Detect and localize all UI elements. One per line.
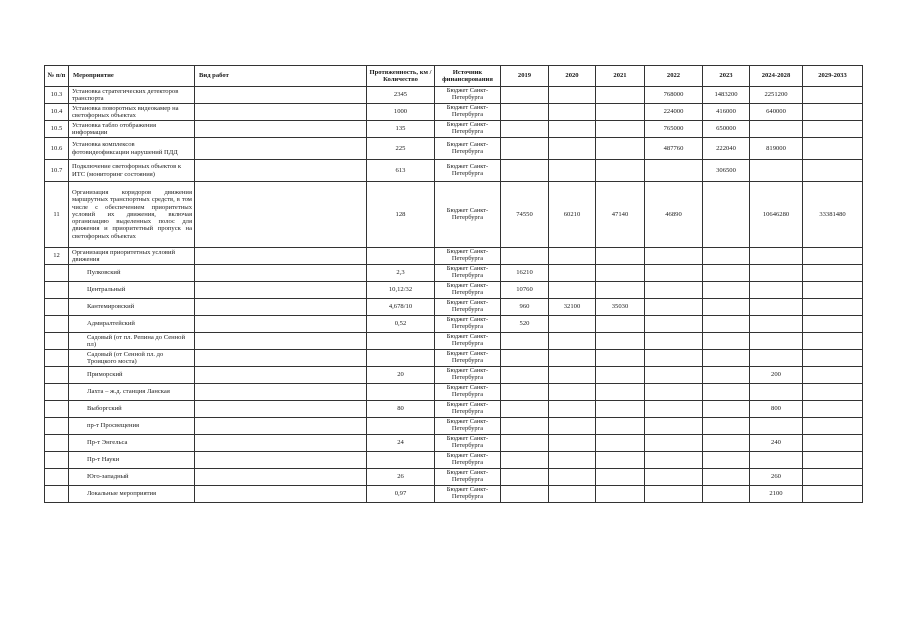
row-2021 (596, 160, 645, 182)
row-2020 (549, 87, 596, 104)
row-measure: Выборгский (69, 401, 195, 418)
row-2029-2033 (803, 104, 863, 121)
row-2024-2028: 260 (750, 469, 803, 486)
row-2023: 222040 (703, 138, 750, 160)
row-2019: 520 (501, 316, 549, 333)
row-2019 (501, 138, 549, 160)
row-length: 0,97 (367, 486, 435, 503)
row-source: Бюджет Санкт-Петербурга (435, 87, 501, 104)
row-length (367, 384, 435, 401)
row-2020: 60210 (549, 182, 596, 248)
row-2024-2028: 2251200 (750, 87, 803, 104)
row-2022 (645, 316, 703, 333)
row-length: 24 (367, 435, 435, 452)
row-measure: Садовый (от пл. Репина до Сенной пл) (69, 333, 195, 350)
row-2022: 765000 (645, 121, 703, 138)
financing-table (44, 65, 863, 503)
row-work-type (195, 182, 367, 248)
row-source: Бюджет Санкт-Петербурга (435, 367, 501, 384)
row-2023 (703, 265, 750, 282)
row-2023: 650000 (703, 121, 750, 138)
row-2019 (501, 469, 549, 486)
row-2024-2028 (750, 160, 803, 182)
row-2019 (501, 121, 549, 138)
row-measure: Юго-западный (69, 469, 195, 486)
row-measure: Организация приоритетных условий движения (69, 248, 195, 265)
row-source: Бюджет Санкт-Петербурга (435, 418, 501, 435)
row-num (45, 469, 69, 486)
row-source: Бюджет Санкт-Петербурга (435, 401, 501, 418)
row-work-type (195, 486, 367, 503)
row-2024-2028 (750, 384, 803, 401)
row-2024-2028 (750, 248, 803, 265)
row-length (367, 452, 435, 469)
row-length: 80 (367, 401, 435, 418)
row-num: 12 (45, 248, 69, 265)
row-2022 (645, 384, 703, 401)
row-2029-2033 (803, 333, 863, 350)
header-2029-2033: 2029-2033 (803, 66, 863, 87)
row-work-type (195, 87, 367, 104)
row-2024-2028: 10646280 (750, 182, 803, 248)
row-2021 (596, 435, 645, 452)
table-row (45, 138, 863, 160)
row-2029-2033 (803, 401, 863, 418)
table-row (45, 418, 863, 435)
row-2023 (703, 333, 750, 350)
row-2019 (501, 104, 549, 121)
row-2021 (596, 121, 645, 138)
row-length: 2345 (367, 87, 435, 104)
row-source: Бюджет Санкт-Петербурга (435, 248, 501, 265)
row-measure: Адмиралтейский (69, 316, 195, 333)
row-measure: Организация коридоров движения маршрутных транспортных средств, в том числе с обеспечением приоритетных условий их движения, включая организацию выделенных полос для движения и приоритетный пропуск на светофорных объектах (69, 182, 195, 248)
row-2029-2033 (803, 248, 863, 265)
header-length: Протяженность, км / Количество (367, 66, 435, 87)
row-2023: 416000 (703, 104, 750, 121)
row-2020 (549, 486, 596, 503)
row-source: Бюджет Санкт-Петербурга (435, 350, 501, 367)
row-2022 (645, 435, 703, 452)
row-2024-2028 (750, 333, 803, 350)
row-2019 (501, 87, 549, 104)
row-source: Бюджет Санкт-Петербурга (435, 138, 501, 160)
row-2023 (703, 282, 750, 299)
row-2020 (549, 138, 596, 160)
row-2021 (596, 282, 645, 299)
row-num (45, 367, 69, 384)
row-2020 (549, 104, 596, 121)
row-work-type (195, 435, 367, 452)
row-2023 (703, 418, 750, 435)
row-length: 225 (367, 138, 435, 160)
table-row (45, 248, 863, 265)
row-2020 (549, 469, 596, 486)
row-2023: 306500 (703, 160, 750, 182)
row-2029-2033 (803, 435, 863, 452)
row-2020 (549, 435, 596, 452)
row-2029-2033 (803, 384, 863, 401)
table-row (45, 333, 863, 350)
row-2020 (549, 350, 596, 367)
row-2019 (501, 486, 549, 503)
row-2022 (645, 418, 703, 435)
row-2023 (703, 401, 750, 418)
row-work-type (195, 469, 367, 486)
row-2022 (645, 367, 703, 384)
row-2021 (596, 384, 645, 401)
row-length (367, 418, 435, 435)
row-work-type (195, 333, 367, 350)
row-2024-2028: 240 (750, 435, 803, 452)
row-2022 (645, 486, 703, 503)
row-num (45, 452, 69, 469)
table-row (45, 469, 863, 486)
row-2029-2033 (803, 87, 863, 104)
row-num (45, 282, 69, 299)
row-2020 (549, 121, 596, 138)
row-2022 (645, 160, 703, 182)
row-work-type (195, 160, 367, 182)
row-measure: Центральный (69, 282, 195, 299)
table-row (45, 401, 863, 418)
row-2019 (501, 248, 549, 265)
header-work-type: Вид работ (195, 66, 367, 87)
row-work-type (195, 401, 367, 418)
row-2021 (596, 350, 645, 367)
header-2022: 2022 (645, 66, 703, 87)
row-num: 10.7 (45, 160, 69, 182)
row-work-type (195, 138, 367, 160)
row-2022 (645, 248, 703, 265)
row-2019: 10760 (501, 282, 549, 299)
row-length: 128 (367, 182, 435, 248)
row-2029-2033 (803, 367, 863, 384)
row-num (45, 418, 69, 435)
row-2021 (596, 418, 645, 435)
row-length: 613 (367, 160, 435, 182)
row-source: Бюджет Санкт-Петербурга (435, 299, 501, 316)
row-2020 (549, 333, 596, 350)
row-2019 (501, 160, 549, 182)
row-2022 (645, 265, 703, 282)
row-2021: 47140 (596, 182, 645, 248)
row-measure: Подключение светофорных объектов к ИТС (мониторинг состояния) (69, 160, 195, 182)
row-num (45, 435, 69, 452)
row-2019: 16210 (501, 265, 549, 282)
row-2023 (703, 182, 750, 248)
header-2023: 2023 (703, 66, 750, 87)
table-body (45, 87, 863, 503)
table-row (45, 182, 863, 248)
row-measure: Установка стратегических детекторов транспорта (69, 87, 195, 104)
row-2019: 74550 (501, 182, 549, 248)
row-length: 20 (367, 367, 435, 384)
row-work-type (195, 350, 367, 367)
row-2019 (501, 435, 549, 452)
row-2029-2033 (803, 486, 863, 503)
row-measure: Пулковский (69, 265, 195, 282)
row-length (367, 333, 435, 350)
table-row (45, 316, 863, 333)
header-2021: 2021 (596, 66, 645, 87)
row-2024-2028 (750, 452, 803, 469)
row-length: 2,3 (367, 265, 435, 282)
row-2021 (596, 469, 645, 486)
table-row (45, 350, 863, 367)
row-length: 10,12/32 (367, 282, 435, 299)
row-2019 (501, 367, 549, 384)
row-source: Бюджет Санкт-Петербурга (435, 160, 501, 182)
row-work-type (195, 316, 367, 333)
row-measure: Садовый (от Сенной пл. до Троицкого моста) (69, 350, 195, 367)
header-row (45, 66, 863, 87)
row-2029-2033 (803, 282, 863, 299)
row-2019 (501, 452, 549, 469)
row-2019: 960 (501, 299, 549, 316)
row-2020 (549, 401, 596, 418)
row-2019 (501, 401, 549, 418)
header-2020: 2020 (549, 66, 596, 87)
row-2023 (703, 452, 750, 469)
row-length (367, 350, 435, 367)
row-2019 (501, 418, 549, 435)
header-num: № п/п (45, 66, 69, 87)
table-row (45, 121, 863, 138)
header-2024-2028: 2024-2028 (750, 66, 803, 87)
row-2024-2028 (750, 121, 803, 138)
row-2029-2033 (803, 299, 863, 316)
row-source: Бюджет Санкт-Петербурга (435, 121, 501, 138)
row-2020 (549, 282, 596, 299)
row-2020 (549, 160, 596, 182)
row-source: Бюджет Санкт-Петербурга (435, 182, 501, 248)
row-measure: пр-т Просвещения (69, 418, 195, 435)
row-2029-2033: 33381480 (803, 182, 863, 248)
row-source: Бюджет Санкт-Петербурга (435, 265, 501, 282)
header-source: Источник финансирования (435, 66, 501, 87)
row-2029-2033 (803, 350, 863, 367)
row-2023 (703, 469, 750, 486)
row-work-type (195, 367, 367, 384)
row-measure: Установка комплексов фотовидеофиксации нарушений ПДД (69, 138, 195, 160)
row-2020 (549, 316, 596, 333)
row-2029-2033 (803, 418, 863, 435)
row-2024-2028 (750, 299, 803, 316)
row-2021 (596, 87, 645, 104)
table-row (45, 265, 863, 282)
row-2020 (549, 384, 596, 401)
row-2023 (703, 248, 750, 265)
row-2023 (703, 486, 750, 503)
row-2021 (596, 333, 645, 350)
row-2023 (703, 299, 750, 316)
table-row (45, 104, 863, 121)
row-2021 (596, 452, 645, 469)
row-2022 (645, 350, 703, 367)
row-num: 11 (45, 182, 69, 248)
row-2020 (549, 418, 596, 435)
row-2022 (645, 401, 703, 418)
row-2024-2028: 2100 (750, 486, 803, 503)
row-2024-2028: 640000 (750, 104, 803, 121)
row-num (45, 333, 69, 350)
row-measure: Лахта – ж.д. станция Ланская (69, 384, 195, 401)
table-row (45, 384, 863, 401)
row-measure: Установка поворотных видеокамер на светофорных объектах (69, 104, 195, 121)
row-num: 10.3 (45, 87, 69, 104)
row-2021 (596, 138, 645, 160)
row-2021 (596, 486, 645, 503)
row-2022 (645, 299, 703, 316)
row-source: Бюджет Санкт-Петербурга (435, 384, 501, 401)
row-2024-2028 (750, 418, 803, 435)
row-source: Бюджет Санкт-Петербурга (435, 282, 501, 299)
row-work-type (195, 104, 367, 121)
row-2022: 768000 (645, 87, 703, 104)
row-work-type (195, 265, 367, 282)
row-2022: 224000 (645, 104, 703, 121)
row-2021 (596, 367, 645, 384)
row-length: 0,52 (367, 316, 435, 333)
header-2019: 2019 (501, 66, 549, 87)
row-2029-2033 (803, 160, 863, 182)
row-2029-2033 (803, 469, 863, 486)
row-num: 10.6 (45, 138, 69, 160)
row-work-type (195, 299, 367, 316)
row-2029-2033 (803, 138, 863, 160)
row-2022 (645, 469, 703, 486)
row-measure: Пр-т Энгельса (69, 435, 195, 452)
row-measure: Кантемировский (69, 299, 195, 316)
row-length: 1000 (367, 104, 435, 121)
table-row (45, 486, 863, 503)
row-measure: Установка табло отображения информации (69, 121, 195, 138)
row-2020: 32100 (549, 299, 596, 316)
row-2022 (645, 282, 703, 299)
row-source: Бюджет Санкт-Петербурга (435, 316, 501, 333)
row-2020 (549, 248, 596, 265)
row-2023 (703, 350, 750, 367)
table-row (45, 282, 863, 299)
row-2020 (549, 367, 596, 384)
row-num (45, 265, 69, 282)
row-2022: 487760 (645, 138, 703, 160)
row-2022 (645, 333, 703, 350)
row-source: Бюджет Санкт-Петербурга (435, 452, 501, 469)
row-2029-2033 (803, 316, 863, 333)
row-2021 (596, 104, 645, 121)
row-work-type (195, 418, 367, 435)
row-2023 (703, 316, 750, 333)
row-2022: 46890 (645, 182, 703, 248)
row-measure: Пр-т Науки (69, 452, 195, 469)
row-2024-2028 (750, 282, 803, 299)
row-source: Бюджет Санкт-Петербурга (435, 104, 501, 121)
row-2021: 35030 (596, 299, 645, 316)
row-2024-2028: 819000 (750, 138, 803, 160)
row-length: 135 (367, 121, 435, 138)
table-row (45, 367, 863, 384)
table-row (45, 87, 863, 104)
row-2019 (501, 384, 549, 401)
row-2023 (703, 367, 750, 384)
row-num (45, 316, 69, 333)
row-source: Бюджет Санкт-Петербурга (435, 435, 501, 452)
row-2021 (596, 265, 645, 282)
row-num (45, 401, 69, 418)
row-length (367, 248, 435, 265)
row-length: 4,678/10 (367, 299, 435, 316)
row-length: 26 (367, 469, 435, 486)
row-num (45, 384, 69, 401)
row-num (45, 299, 69, 316)
row-2029-2033 (803, 121, 863, 138)
row-2024-2028 (750, 350, 803, 367)
row-num: 10.4 (45, 104, 69, 121)
table-row (45, 160, 863, 182)
row-2021 (596, 401, 645, 418)
row-num (45, 350, 69, 367)
table-row (45, 435, 863, 452)
row-2020 (549, 265, 596, 282)
row-source: Бюджет Санкт-Петербурга (435, 469, 501, 486)
row-2024-2028: 800 (750, 401, 803, 418)
row-2019 (501, 350, 549, 367)
row-measure: Приморский (69, 367, 195, 384)
row-2020 (549, 452, 596, 469)
row-2021 (596, 248, 645, 265)
row-num (45, 486, 69, 503)
row-2029-2033 (803, 265, 863, 282)
table-row (45, 452, 863, 469)
row-num: 10.5 (45, 121, 69, 138)
row-2022 (645, 452, 703, 469)
row-2029-2033 (803, 452, 863, 469)
row-2023: 1483200 (703, 87, 750, 104)
row-2019 (501, 333, 549, 350)
row-2024-2028 (750, 316, 803, 333)
row-source: Бюджет Санкт-Петербурга (435, 486, 501, 503)
row-work-type (195, 282, 367, 299)
row-work-type (195, 384, 367, 401)
row-2023 (703, 435, 750, 452)
row-2023 (703, 384, 750, 401)
row-work-type (195, 121, 367, 138)
row-work-type (195, 248, 367, 265)
row-source: Бюджет Санкт-Петербурга (435, 333, 501, 350)
row-2024-2028 (750, 265, 803, 282)
header-measure: Мероприятие (69, 66, 195, 87)
table-row (45, 299, 863, 316)
row-2021 (596, 316, 645, 333)
row-2024-2028: 200 (750, 367, 803, 384)
row-measure: Локальные мероприятия (69, 486, 195, 503)
row-work-type (195, 452, 367, 469)
